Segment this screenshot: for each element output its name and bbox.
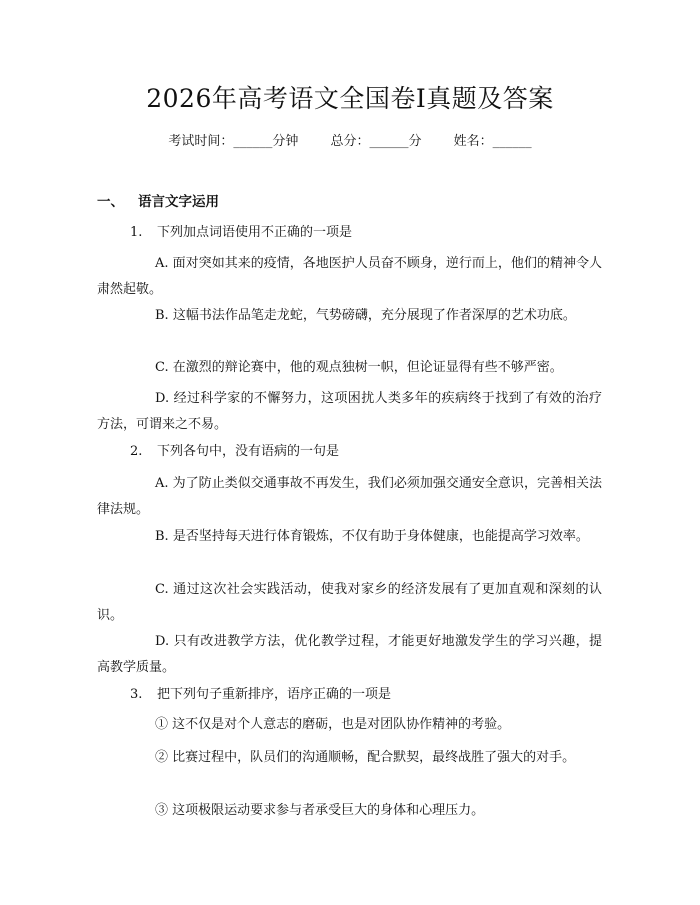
section-heading [97,193,219,211]
question-1-option-b: B. 这幅书法作品笔走龙蛇，气势磅礴，充分展现了作者深厚的艺术功底。 [155,308,576,323]
section-label: 语言文字运用 [138,194,219,210]
question-1 [130,224,352,242]
question-number: 2. [130,444,143,459]
question-2-option-b: B. 是否坚持每天进行体育锻炼，不仅有助于身体健康，也能提高学习效率。 [155,529,589,544]
question-stem: 下列各句中，没有语病的一句是 [157,444,340,459]
question-1-option-c: C. 在激烈的辩论赛中，他的观点独树一帜，但论证显得有些不够严密。 [155,360,563,375]
question-3 [130,686,391,704]
question-number: 1. [130,225,143,240]
exam-meta [0,133,700,151]
page-title: 2026年高考语文全国卷Ⅰ真题及答案 [146,84,554,113]
exam-score: 总分：______分 [330,134,422,149]
exam-time: 考试时间：______分钟 [168,134,299,149]
question-1-option-a: A. 面对突如其来的疫情，各地医护人员奋不顾身，逆行而上，他们的精神令人肃然起敬。 [97,256,602,297]
question-3-sentence-3: ③ 这项极限运动要求参与者承受巨大的身体和心理压力。 [155,803,485,818]
question-1-option-d: D. 经过科学家的不懈努力，这项困扰人类多年的疾病终于找到了有效的治疗方法，可谓来之不易。 [97,391,602,432]
question-2-option-a: A. 为了防止类似交通事故不再发生，我们必须加强交通安全意识，完善相关法律法规。 [97,476,602,517]
question-stem: 下列加点词语使用不正确的一项是 [157,225,353,240]
question-2-option-c: C. 通过这次社会实践活动，使我对家乡的经济发展有了更加直观和深刻的认识。 [97,582,602,623]
question-3-sentence-2: ② 比赛过程中，队员们的沟通顺畅，配合默契，最终战胜了强大的对手。 [155,750,576,765]
question-number: 3. [130,687,143,702]
question-2 [130,443,339,461]
student-name: 姓名：______ [453,134,532,149]
question-3-sentence-1: ① 这不仅是对个人意志的磨砺，也是对团队协作精神的考验。 [155,717,511,732]
question-stem: 把下列句子重新排序，语序正确的一项是 [157,687,392,702]
question-2-option-d: D. 只有改进教学方法，优化教学过程，才能更好地激发学生的学习兴趣，提高教学质量。 [97,634,602,675]
section-number: 一、 [97,194,124,210]
